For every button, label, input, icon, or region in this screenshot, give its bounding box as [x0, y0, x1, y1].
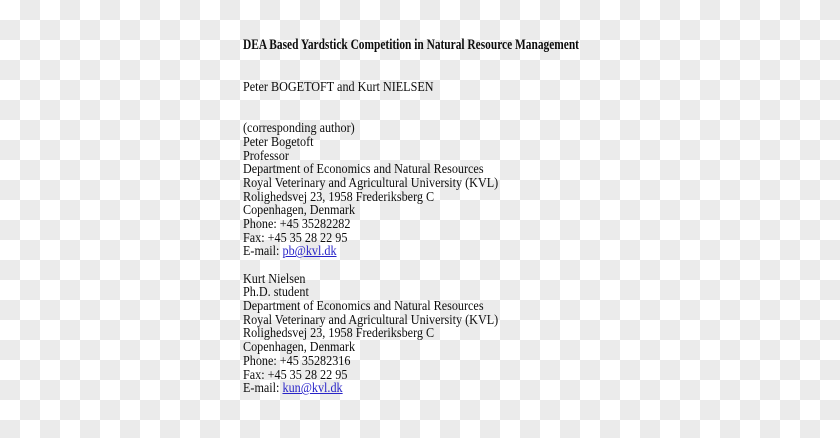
email-line — [243, 244, 641, 258]
fax-line: Fax: +45 35 28 22 95 — [243, 229, 348, 245]
page-title: DEA Based Yardstick Competition in Natural Resource Management — [243, 37, 579, 53]
author-name: Kurt Nielsen — [243, 270, 306, 286]
fax-line: Fax: +45 35 28 22 95 — [243, 366, 348, 382]
email-link-kun-kvl-dk[interactable]: kun@kvl.dk — [282, 380, 343, 396]
author-name: Peter Bogetoft — [243, 133, 314, 149]
email-label: E-mail: — [243, 380, 283, 396]
phone-line: Phone: +45 35282282 — [243, 215, 351, 231]
contact-block-kurt-nielsen — [243, 272, 685, 395]
spacer — [243, 94, 685, 121]
city-line: Copenhagen, Denmark — [243, 202, 356, 218]
university-line: Royal Veterinary and Agricultural University (KVL) — [243, 311, 499, 327]
street-address-line: Rolighedsvej 23, 1958 Frederiksberg C — [243, 325, 435, 341]
email-line — [243, 381, 641, 395]
department-line: Department of Economics and Natural Resources — [243, 161, 484, 177]
email-link-pb-kvl-dk[interactable]: pb@kvl.dk — [282, 243, 337, 259]
author-position: Professor — [243, 147, 289, 163]
spacer — [243, 258, 685, 272]
contact-block-corresponding-author — [243, 121, 685, 258]
corresponding-author-note: (corresponding author) — [243, 120, 355, 136]
city-line: Copenhagen, Denmark — [243, 339, 356, 355]
phone-line: Phone: +45 35282316 — [243, 352, 351, 368]
spacer — [243, 53, 685, 80]
paper-title-page — [243, 39, 685, 395]
authors-line: Peter BOGETOFT and Kurt NIELSEN — [243, 79, 434, 95]
street-address-line: Rolighedsvej 23, 1958 Frederiksberg C — [243, 188, 435, 204]
department-line: Department of Economics and Natural Resources — [243, 298, 484, 314]
email-label: E-mail: — [243, 243, 283, 259]
author-position: Ph.D. student — [243, 284, 309, 300]
university-line: Royal Veterinary and Agricultural University (KVL) — [243, 174, 499, 190]
